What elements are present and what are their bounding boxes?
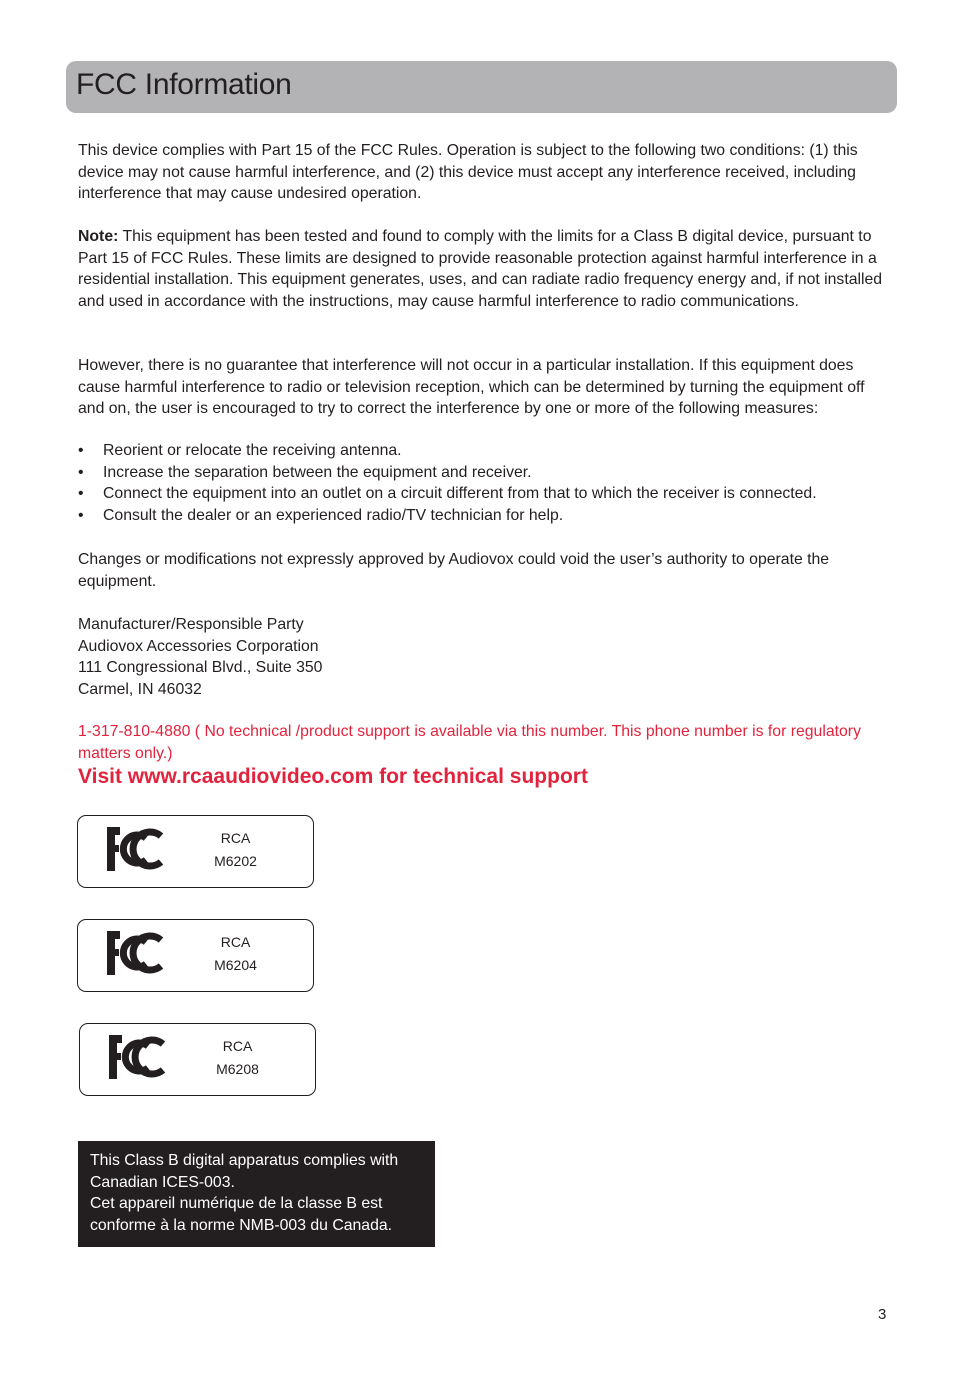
fcc-model: M6202 <box>214 853 257 869</box>
note-label: Note: <box>78 228 119 245</box>
manufacturer-line: Manufacturer/Responsible Party <box>78 616 304 633</box>
fcc-logo-icon <box>108 1034 170 1080</box>
list-item: • Connect the equipment into an outlet on a circuit different from that to which the receiver is connected. <box>78 485 817 503</box>
fcc-brand: RCA <box>220 934 251 950</box>
fcc-label-text <box>200 1035 275 1081</box>
list-item: • Reorient or relocate the receiving antenna. <box>78 442 402 459</box>
support-link-text: Visit www.rcaaudiovideo.com for technical support <box>78 765 588 788</box>
guarantee-paragraph: However, there is no guarantee that interference will not occur in a particular installation. If this equipment does cause harmful interference to radio or television reception, which can be determined by turning the equipment off and on, the user is encouraged to try to correct the interference by one or more of the following measures: <box>78 357 865 418</box>
measures-list <box>78 440 893 526</box>
fcc-logo-icon <box>106 930 168 976</box>
title-bar <box>66 61 897 113</box>
note-text: This equipment has been tested and found to comply with the limits for a Class B digital device, pursuant to Part 15 of FCC Rules. These limits are designed to provide reasonable protection against harmful interference in a residential installation. This equipment generates, uses, and can radiate radio frequency energy and, if not installed and used in accordance with the instructions, may cause harmful interference to radio communications. <box>78 228 883 310</box>
fcc-logo-icon <box>106 826 168 872</box>
fcc-brand: RCA <box>220 830 251 846</box>
page-title: FCC Information <box>76 68 292 101</box>
list-item: • Increase the separation between the equipment and receiver. <box>78 463 532 481</box>
list-item: • Consult the dealer or an experienced radio/TV technician for help. <box>78 506 564 524</box>
fcc-model: M6204 <box>214 957 257 973</box>
canada-notice-french: Cet appareil numérique de la classe B est conforme à la norme NMB-003 du Canada. <box>90 1195 393 1234</box>
page-number: 3 <box>878 1306 887 1323</box>
manufacturer-line: Carmel, IN 46032 <box>78 680 202 698</box>
note-paragraph <box>78 226 893 312</box>
manufacturer-line: 111 Congressional Blvd., Suite 350 <box>78 659 323 677</box>
fcc-brand: RCA <box>222 1038 253 1054</box>
modifications-paragraph: Changes or modifications not expressly approved by Audiovox could void the user’s authority to operate the equipment. <box>78 551 830 590</box>
canada-notice-english: This Class B digital apparatus complies with Canadian ICES-003. <box>90 1152 399 1191</box>
fcc-label-box <box>77 815 314 888</box>
fcc-label-text <box>198 827 273 873</box>
phone-note: 1-317-810-4880 ( No technical /product support is available via this number. This phone number is for regulatory matters only.) <box>78 723 861 762</box>
manufacturer-block <box>78 614 893 700</box>
canada-compliance-notice <box>78 1141 435 1247</box>
compliance-paragraph: This device complies with Part 15 of the FCC Rules. Operation is subject to the following two conditions: (1) this device may not cause harmful interference, and (2) this device must accept any interference received, including interference that may cause undesired operation. <box>78 142 858 203</box>
fcc-model: M6208 <box>216 1061 259 1077</box>
fcc-label-box <box>79 1023 316 1096</box>
manufacturer-line: Audiovox Accessories Corporation <box>78 637 319 655</box>
fcc-label-text <box>198 931 273 977</box>
fcc-label-box <box>77 919 314 992</box>
